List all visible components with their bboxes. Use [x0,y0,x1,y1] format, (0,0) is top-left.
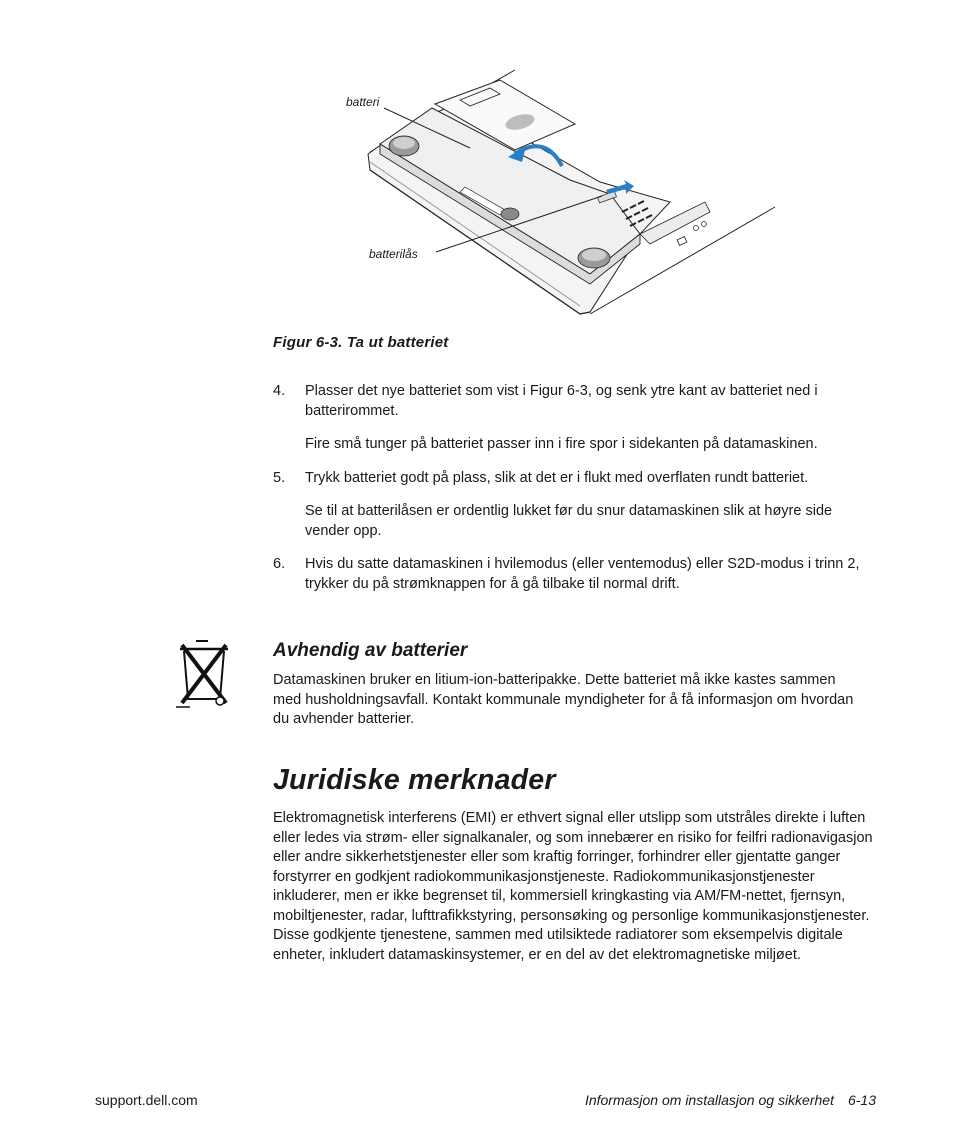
battery-removal-figure [340,62,780,324]
step-number: 4. [273,383,286,399]
disposal-heading: Avhendig av batterier [273,640,468,661]
step-text: Hvis du satte datamaskinen i hvilemodus (eller ventemodus) eller S2D-modus i trinn 2, trykker du på strømknappen for å gå tilbake til normal drift. [305,556,860,592]
laptop-battery-illustration [340,62,780,324]
legal-heading: Juridiske merknader [273,764,556,796]
step-6 [273,555,877,594]
emi-paragraph: Elektromagnetisk interferens (EMI) er ethvert signal eller utslipp som utstråles direkte i luften eller ledes via strøm- eller signalkanaler, og som innebærer en risiko for feilfri radionavigasjon eller andre sikkerhetstjenester eller som kraftig forringer, forhindrer eller gjentatte ganger forstyrrer en godkjent radiokommunikasjonstjeneste. Radiokommunikasjonstjenester inkluderer, men er ikke begrenset til, kommersiell kringkasting via AM/FM-nettet, fjernsyn, mobiltjenester, radar, lufttrafikkstyring, personsøking og personlige kommunikasjonstjenester. Disse godkjente tjenestene, sammen med utilsiktede radiatorer som eksempelvis digitale enheter, inkludert datamaskinsystemer, er en del av det elektromagnetiske miljøet. [273,810,873,963]
crossed-out-bin-icon [176,637,232,709]
label-battery-latch: batterilås [369,247,418,261]
label-battery: batteri [346,95,380,109]
step-text: Trykk batteriet godt på plass, slik at det er i flukt med overflaten rundt batteriet. [305,469,809,486]
step-4 [273,382,877,421]
footer-section: Informasjon om installasjon og sikkerhet [584,1092,834,1108]
disposal-text: Datamaskinen bruker en litium-ion-batteripakke. Dette batteriet må ikke kastes sammen med husholdningsavfall. Kontakt kommunale myndigheter for å få informasjon om hvordan du avhender batterier. [273,672,854,727]
footer-site: support.dell.com [95,1092,198,1108]
instruction-steps [273,382,877,594]
step-text: Plasser det nye batteriet som vist i Figur 6-3, og senk ytre kant av batteriet ned i batterirommet. [305,383,818,419]
step-note: Fire små tunger på batteriet passer inn i fire spor i sidekanten på datamaskinen. [305,436,818,452]
step-note: Se til at batterilåsen er ordentlig lukket før du snur datamaskinen slik at høyre side vender opp. [305,503,833,539]
footer-running-head [585,1092,876,1108]
figure-caption: Figur 6-3. Ta ut batteriet [273,334,449,351]
step-number: 6. [273,556,286,572]
step-5 [273,469,877,489]
step-number: 5. [273,469,286,486]
page-number: 6-13 [847,1092,876,1108]
